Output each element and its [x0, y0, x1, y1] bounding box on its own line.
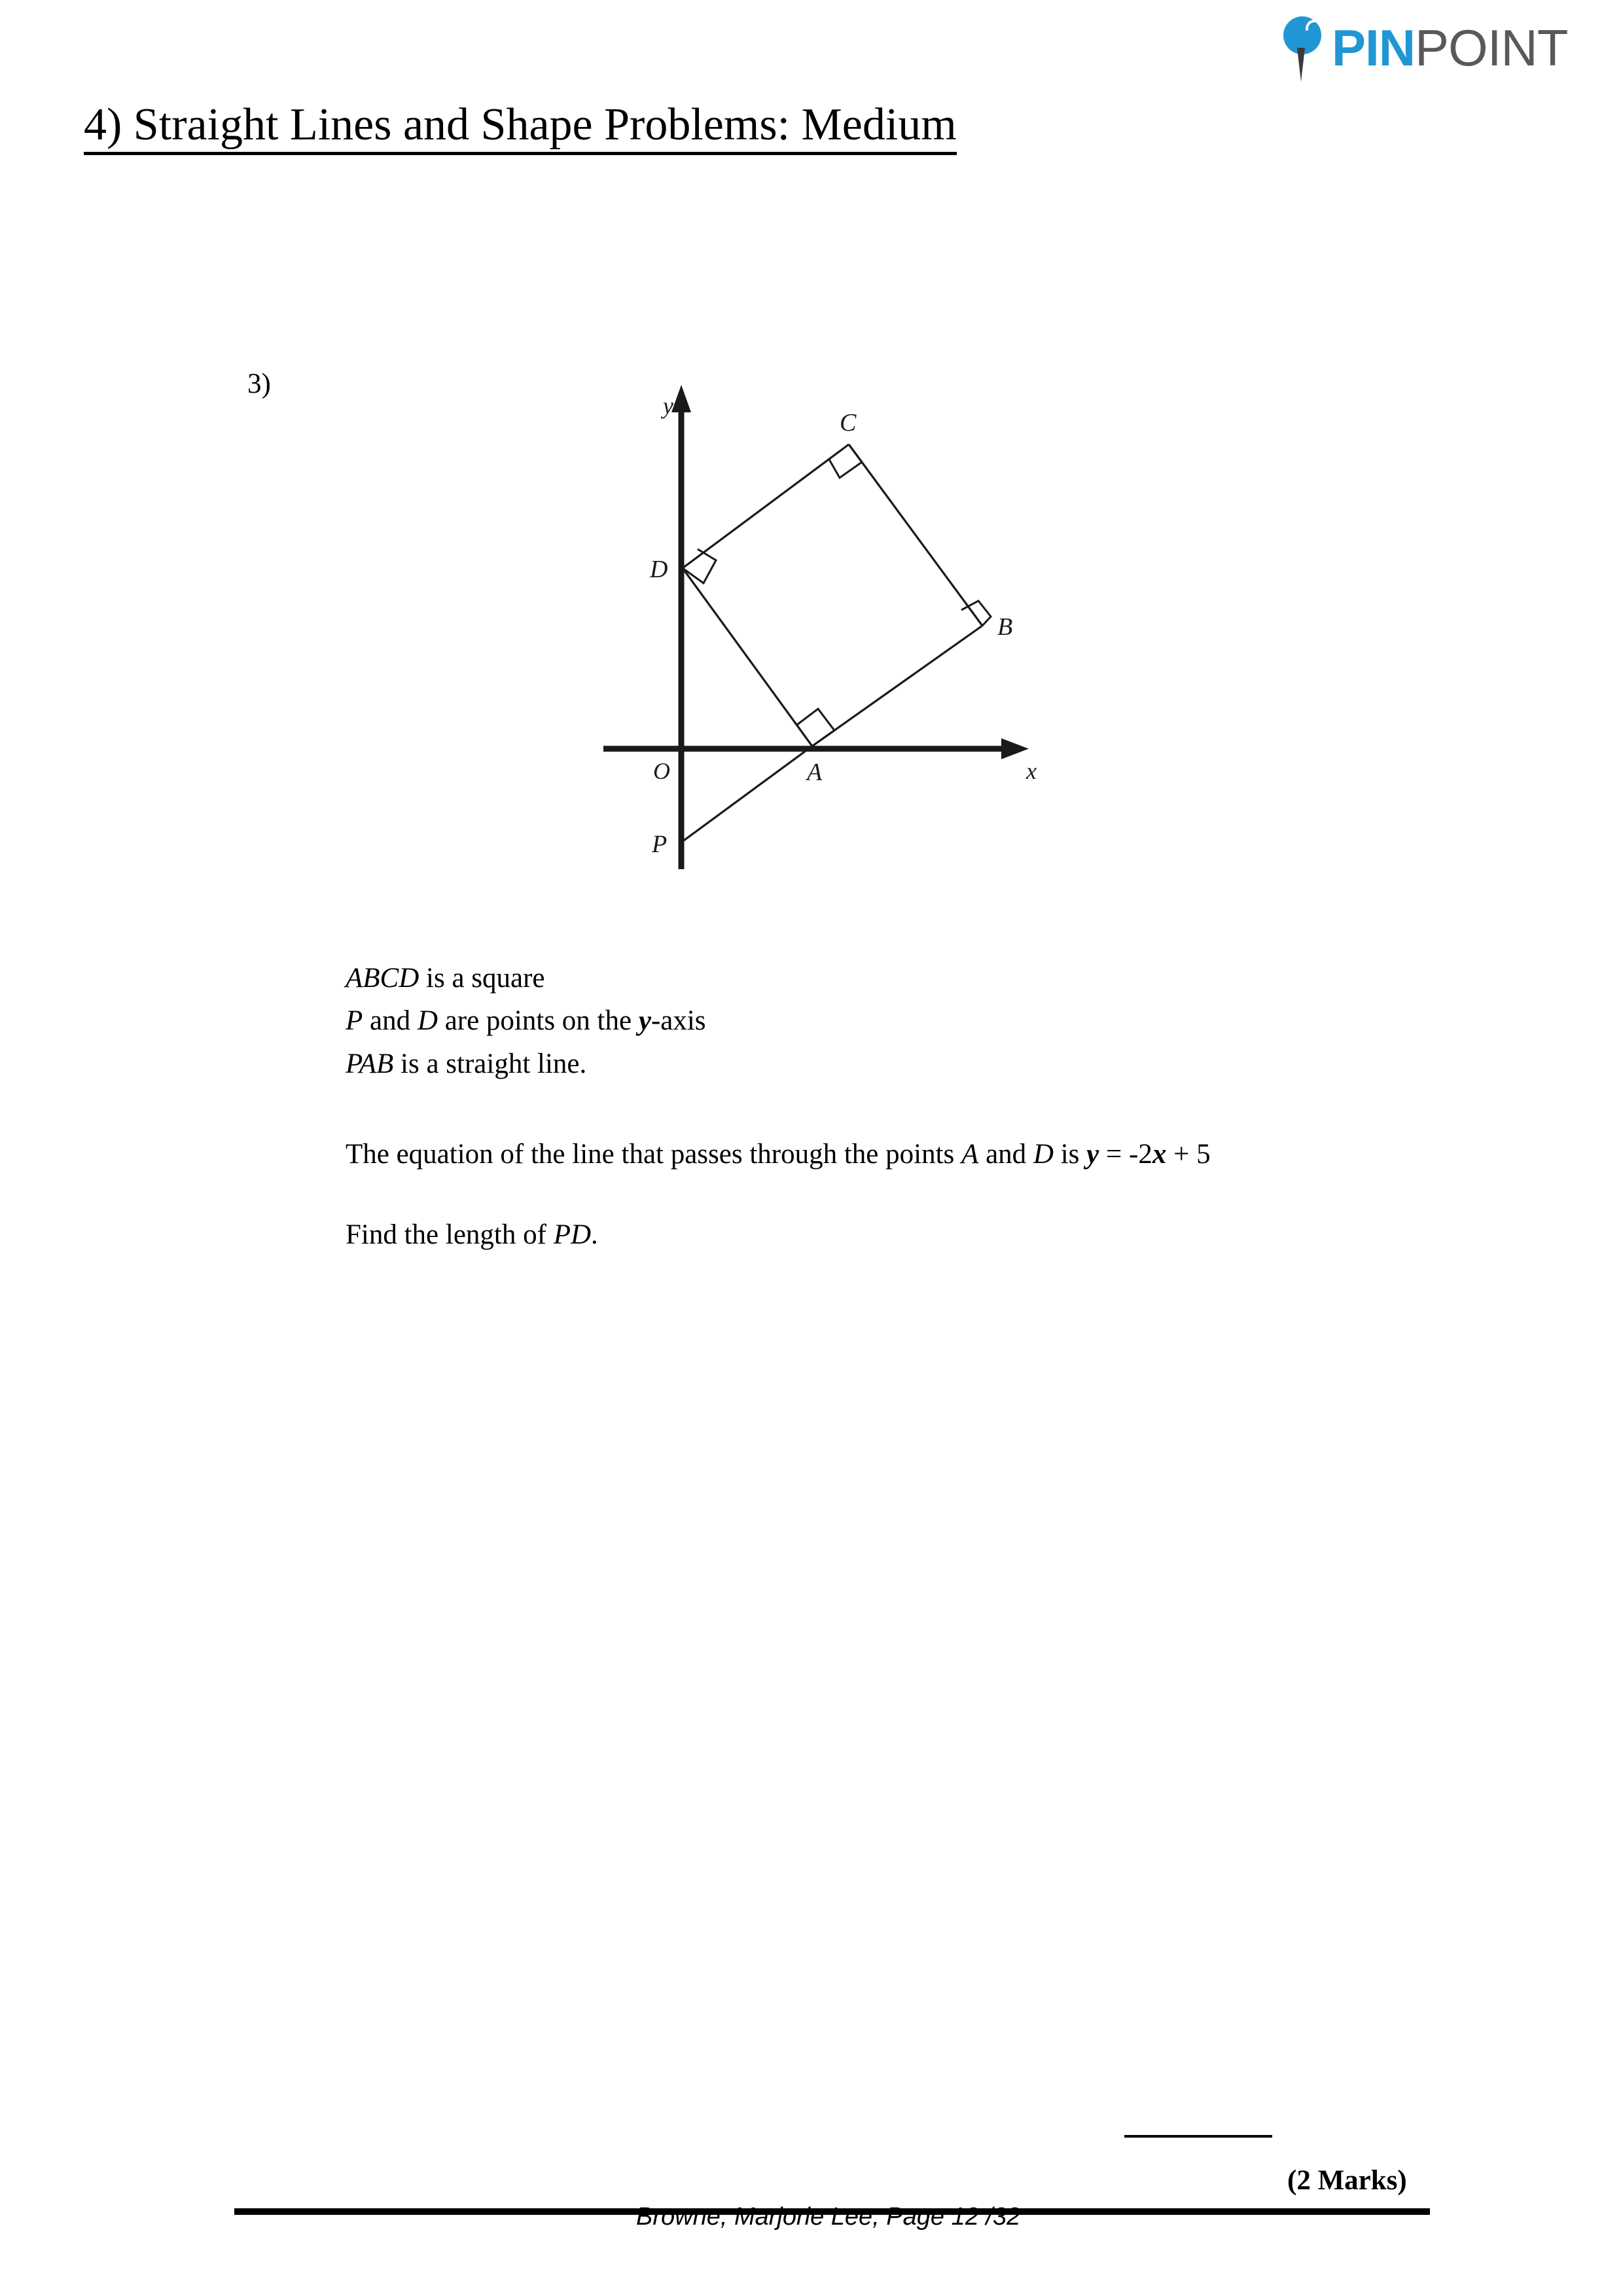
statement-line-1 — [346, 957, 706, 999]
statement-text-2b: are points on the — [437, 1005, 639, 1037]
square-abcd — [683, 444, 982, 746]
task-suffix: . — [591, 1219, 598, 1250]
map-pin-icon — [1279, 14, 1328, 82]
point-label-p: P — [652, 831, 668, 858]
y-axis-label: y — [663, 393, 673, 419]
answer-line[interactable] — [1124, 2135, 1272, 2138]
statement-text-2c: -axis — [651, 1005, 706, 1037]
y-var-ref: y — [638, 1005, 651, 1037]
vertex-label-c: C — [840, 409, 857, 437]
vertex-label-b: B — [997, 613, 1013, 641]
question-statement — [346, 957, 706, 1085]
task-segment-pd: PD — [553, 1219, 592, 1250]
square-name: ABCD — [346, 963, 419, 994]
y-axis — [671, 385, 691, 869]
line-pab-ref: PAB — [346, 1048, 394, 1079]
right-angle-marks — [683, 444, 991, 746]
statement-text-1: is a square — [419, 963, 545, 994]
footer-attribution: Browne, Marjorie Lee, Page 12 /32 — [636, 2203, 1021, 2231]
statement-text-3: is a straight line. — [393, 1048, 587, 1079]
equation-middle: = -2 — [1099, 1139, 1152, 1170]
marks-allocation: (2 Marks) — [1287, 2165, 1407, 2196]
point-p-ref: P — [346, 1005, 363, 1037]
coordinate-diagram — [576, 367, 1047, 890]
logo-word-point: POINT — [1415, 19, 1568, 77]
point-d-ref: D — [417, 1005, 438, 1037]
equation-tail: + 5 — [1166, 1139, 1211, 1170]
task-prefix: Find the length of — [346, 1219, 554, 1250]
equation-statement — [346, 1134, 1211, 1176]
equation-y-var: y — [1086, 1139, 1099, 1170]
task-statement — [346, 1214, 598, 1257]
statement-text-2a: and — [363, 1005, 418, 1037]
page-title: 4) Straight Lines and Shape Problems: Medium — [84, 99, 957, 155]
pin-needle-shape — [1297, 48, 1305, 82]
line-pab — [681, 746, 812, 842]
equation-point-a: A — [961, 1139, 979, 1170]
equation-point-d: D — [1033, 1139, 1054, 1170]
logo-word-pin: PIN — [1332, 19, 1416, 77]
question-number: 3) — [247, 368, 271, 399]
equation-joiner: and — [978, 1139, 1033, 1170]
equation-prefix: The equation of the line that passes through the points — [346, 1139, 962, 1170]
origin-label: O — [653, 758, 670, 784]
equation-x-var: x — [1152, 1139, 1167, 1170]
statement-line-2 — [346, 999, 706, 1042]
x-axis-label: x — [1026, 758, 1037, 784]
x-axis — [603, 738, 1029, 759]
equation-is-text: is — [1053, 1139, 1087, 1170]
logo-wordmark — [1332, 19, 1568, 77]
vertex-label-a: A — [807, 759, 823, 786]
pinpoint-logo — [1279, 12, 1607, 84]
statement-line-3 — [346, 1043, 706, 1085]
vertex-label-d: D — [650, 556, 668, 583]
